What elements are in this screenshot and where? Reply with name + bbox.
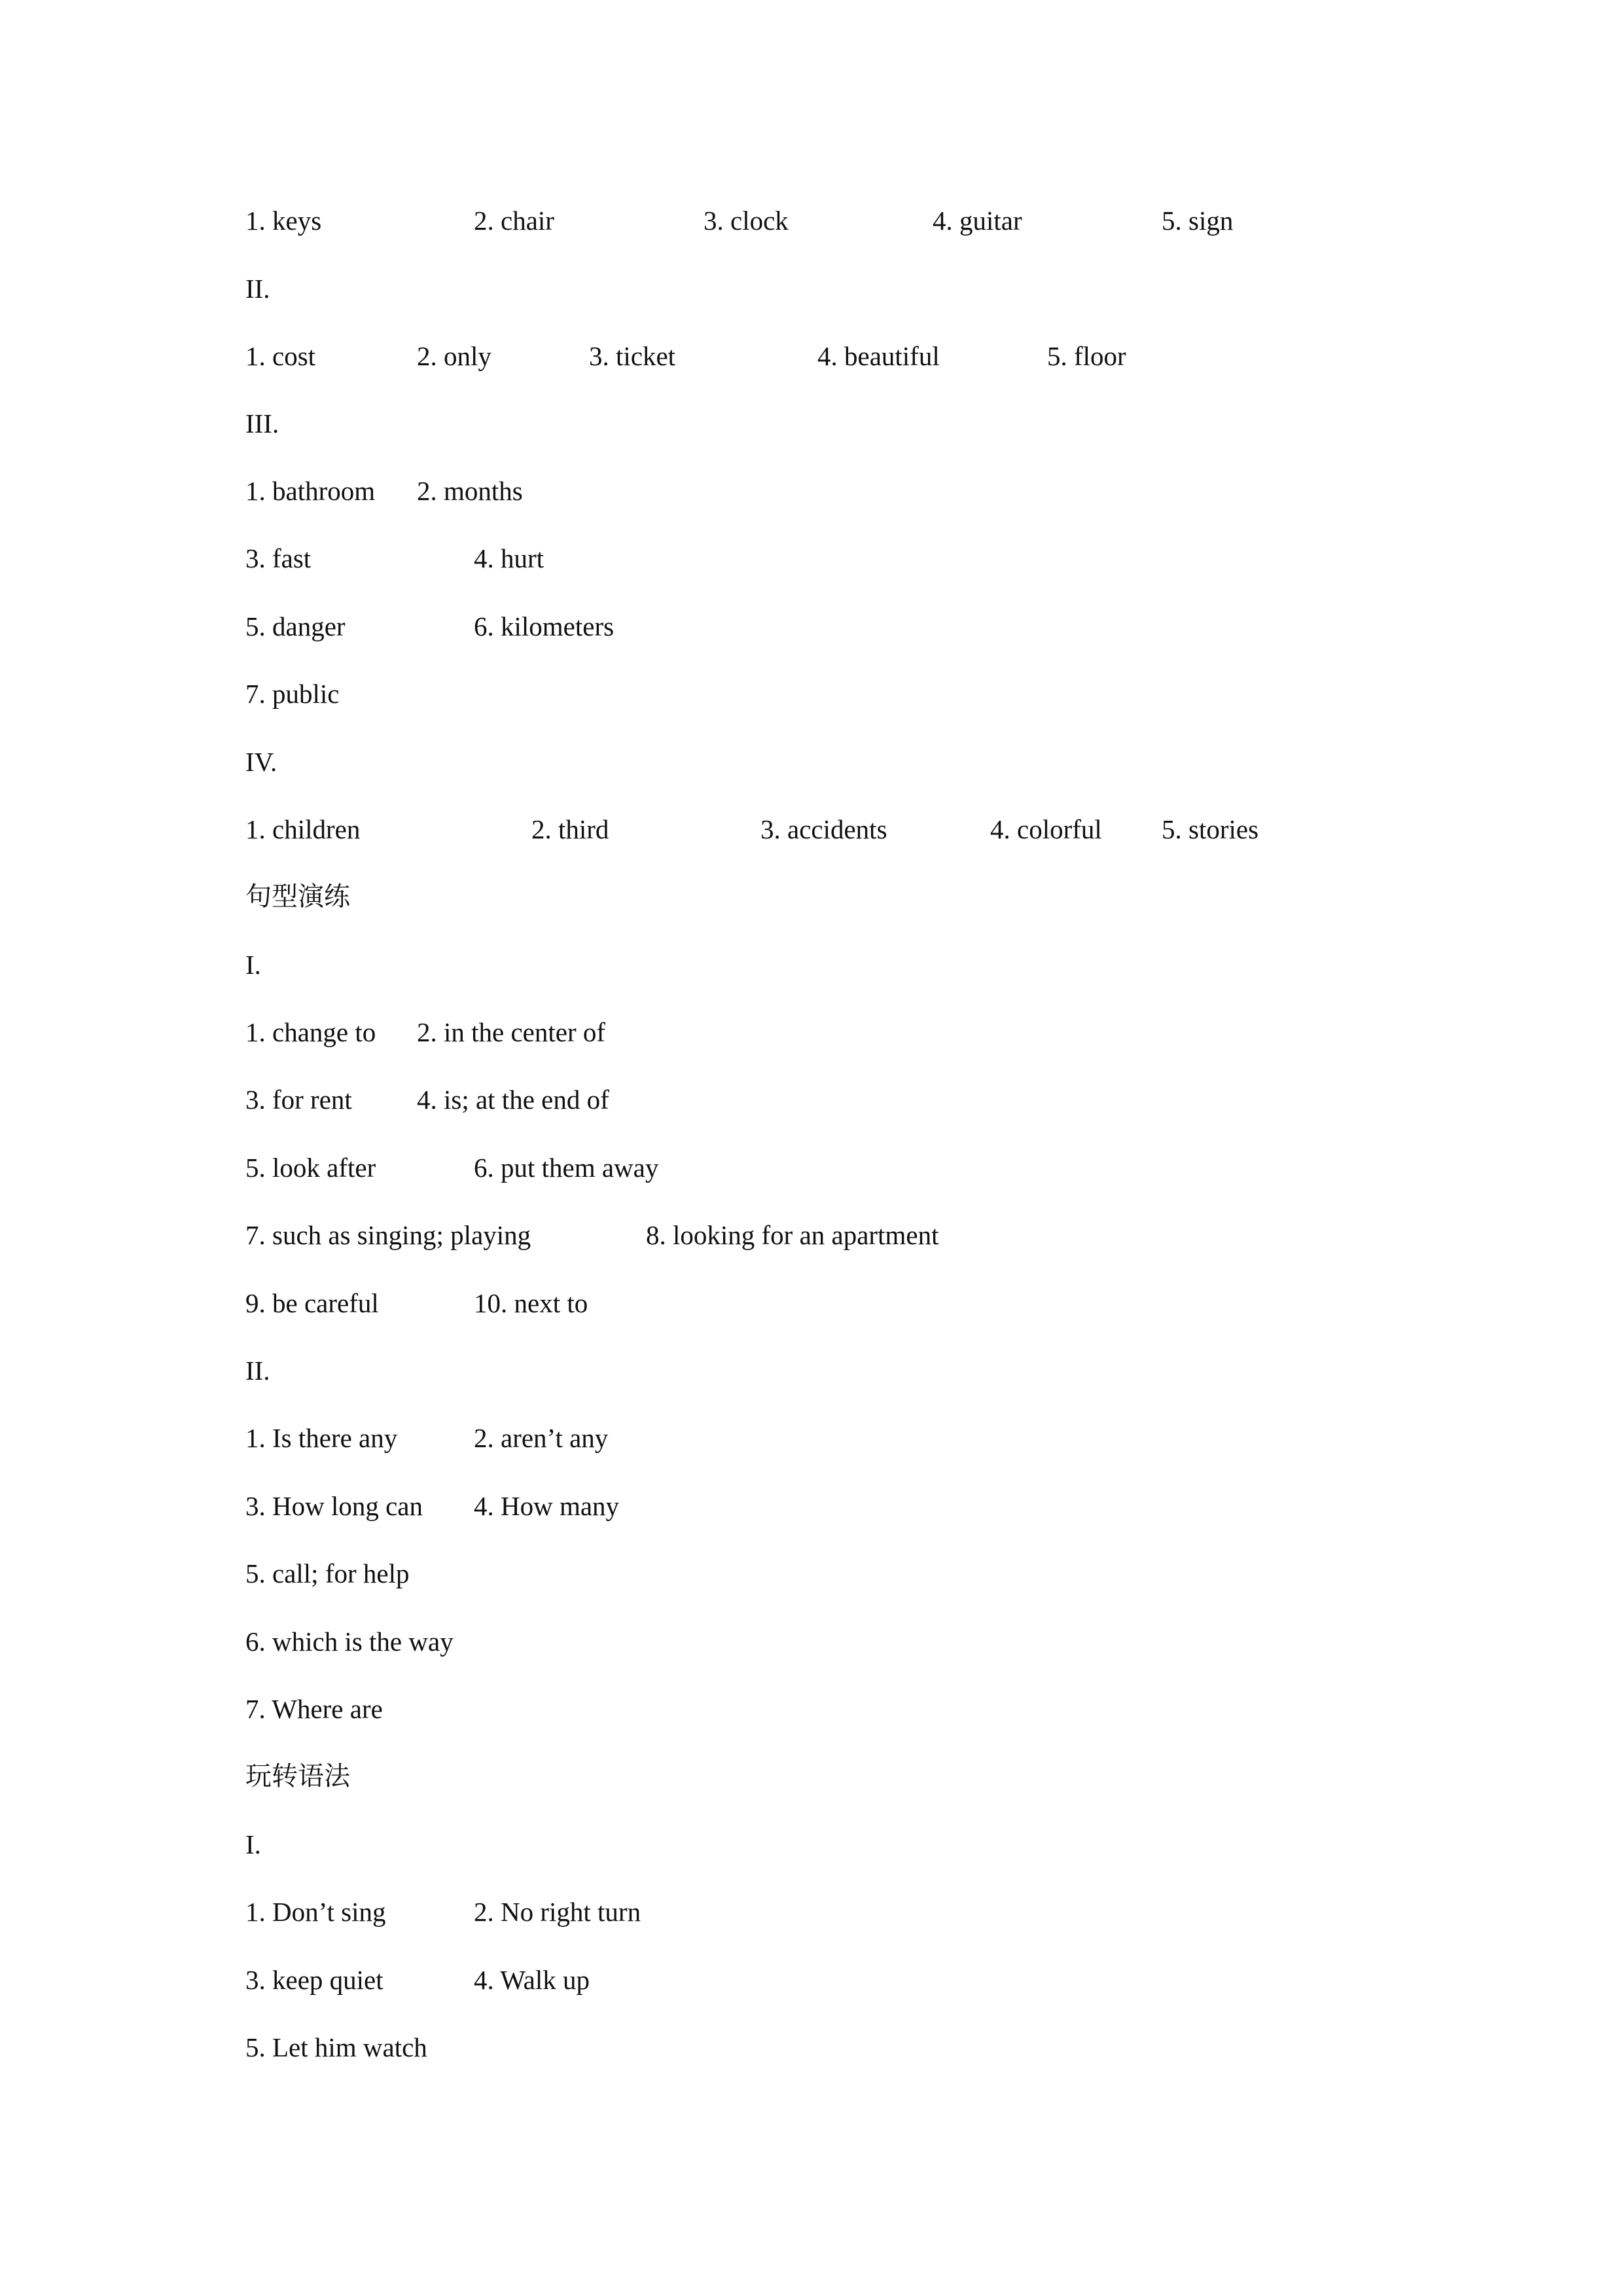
- answer-item: 2. aren’t any: [474, 1423, 609, 1453]
- sentence-i-row-5: [245, 1283, 1423, 1323]
- vocab-row-1: [245, 201, 1423, 240]
- section-title-grammar: 玩转语法: [245, 1761, 350, 1791]
- answer-item: 1. Don’t sing: [245, 1897, 386, 1927]
- answer-item: 4. is; at the end of: [417, 1085, 609, 1115]
- sentence-i-row-1: [245, 1013, 1423, 1052]
- sentence-ii-row-4: [245, 1622, 1423, 1661]
- answer-item: 1. cost: [245, 341, 316, 371]
- answer-item: 7. such as singing; playing: [245, 1220, 531, 1250]
- answer-item: 4. beautiful: [817, 341, 940, 371]
- sentence-ii-row-1: [245, 1418, 1423, 1458]
- part-iii-row-2: [245, 539, 1423, 578]
- answer-item: 6. put them away: [474, 1153, 659, 1183]
- answer-item: 4. Walk up: [474, 1965, 590, 1995]
- answer-item: 2. chair: [474, 206, 554, 236]
- answer-item: 3. clock: [704, 206, 789, 236]
- sentence-ii-row-5: [245, 1689, 1423, 1729]
- section-label-iii: III.: [245, 408, 279, 439]
- answer-item: 2. months: [417, 476, 523, 506]
- answer-item: 9. be careful: [245, 1288, 379, 1318]
- answer-item: 4. How many: [474, 1491, 620, 1521]
- answer-item: 5. call; for help: [245, 1558, 410, 1588]
- section-label-ii: II.: [245, 274, 270, 304]
- answer-item: 3. keep quiet: [245, 1965, 383, 1995]
- section-label-i: I.: [245, 1829, 261, 1859]
- answer-item: 5. stories: [1162, 814, 1259, 844]
- answer-item: 6. which is the way: [245, 1626, 454, 1657]
- answer-item: 7. Where are: [245, 1694, 383, 1724]
- answer-item: 3. How long can: [245, 1491, 423, 1521]
- part-iii-row-3: [245, 607, 1423, 646]
- sentence-ii-row-2: [245, 1486, 1423, 1526]
- answer-item: 4. colorful: [990, 814, 1102, 844]
- answer-item: 1. bathroom: [245, 476, 376, 506]
- answer-item: 6. kilometers: [474, 611, 615, 641]
- answer-item: 1. change to: [245, 1017, 376, 1047]
- answer-item: 4. hurt: [474, 543, 544, 573]
- grammar-i-row-2: [245, 1960, 1423, 2000]
- part-iii-row-4: [245, 674, 1423, 713]
- answer-item: 5. sign: [1162, 206, 1234, 236]
- grammar-i-row-3: [245, 2028, 1423, 2067]
- section-label-i: I.: [245, 950, 261, 980]
- part-iii-row-1: [245, 471, 1423, 511]
- grammar-i-row-1: [245, 1892, 1423, 1931]
- part-iv-row-1: [245, 810, 1423, 849]
- answer-item: 7. public: [245, 679, 340, 709]
- answer-item: 5. Let him watch: [245, 2032, 427, 2062]
- answer-item: 5. floor: [1047, 341, 1126, 371]
- answer-item: 3. for rent: [245, 1085, 352, 1115]
- answer-item: 1. Is there any: [245, 1423, 398, 1453]
- answer-item: 2. in the center of: [417, 1017, 606, 1047]
- part-ii-row-1: [245, 336, 1423, 376]
- sentence-i-row-3: [245, 1148, 1423, 1187]
- answer-item: 5. danger: [245, 611, 346, 641]
- answer-item: 1. children: [245, 814, 361, 844]
- section-label-ii: II.: [245, 1355, 270, 1386]
- answer-item: 5. look after: [245, 1153, 376, 1183]
- sentence-ii-row-3: [245, 1554, 1423, 1593]
- answer-item: 2. third: [531, 814, 609, 844]
- answer-item: 10. next to: [474, 1288, 588, 1318]
- answer-item: 3. accidents: [760, 814, 887, 844]
- section-title-sentence-practice: 句型演练: [245, 882, 350, 912]
- sentence-i-row-4: [245, 1215, 1423, 1255]
- answer-item: 3. ticket: [589, 341, 676, 371]
- answer-item: 4. guitar: [933, 206, 1022, 236]
- answer-item: 2. only: [417, 341, 491, 371]
- sentence-i-row-2: [245, 1080, 1423, 1119]
- section-label-iv: IV.: [245, 747, 277, 777]
- answer-item: 2. No right turn: [474, 1897, 641, 1927]
- answer-item: 3. fast: [245, 543, 312, 573]
- answer-item: 8. looking for an apartment: [646, 1220, 939, 1250]
- answer-item: 1. keys: [245, 206, 322, 236]
